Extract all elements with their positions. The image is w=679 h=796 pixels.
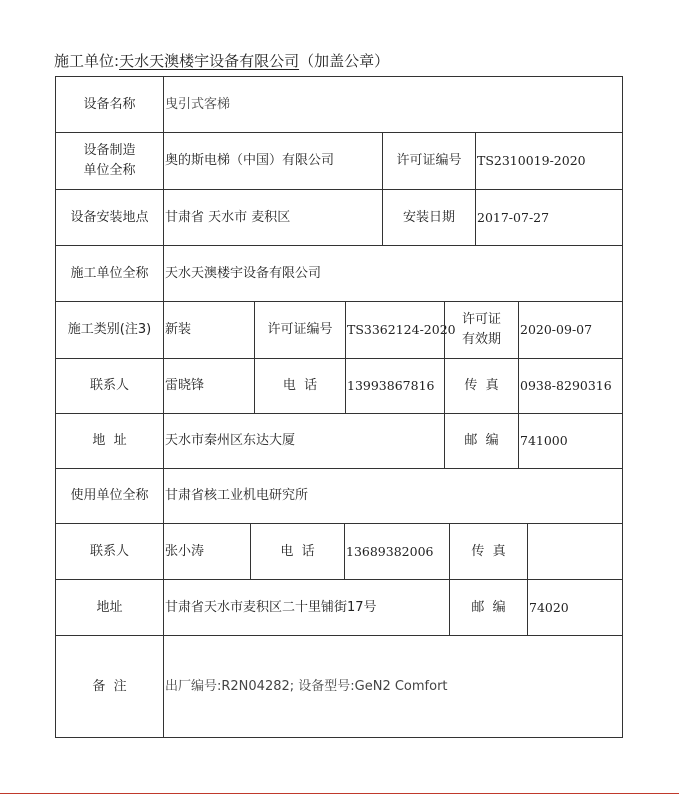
user-unit-phone-label: 电 话 [250,523,344,579]
contractor-fax-label: 传 真 [444,358,518,413]
contractor-fax-value: 0938-8290316 [518,358,623,413]
contractor-license-value: TS3362124-2020 [345,301,444,358]
table-bottom-border [55,737,623,738]
manufacturer-label-line1: 设备制造 [83,143,136,158]
contractor-postcode-label: 邮 编 [444,413,518,468]
user-unit-address-label: 地址 [55,579,163,635]
user-unit-name-label: 使用单位全称 [55,468,163,523]
user-unit-fax-value [527,523,623,579]
contractor-name-label: 施工单位全称 [55,245,163,301]
manufacturer-label-line2: 单位全称 [83,163,136,178]
installation-date-value: 2017-07-27 [475,189,623,245]
user-unit-fax-label: 传 真 [449,523,527,579]
contractor-phone-label: 电 话 [254,358,345,413]
contractor-type-label: 施工类别(注3) [55,301,163,358]
manufacturer-value: 奥的斯电梯（中国）有限公司 [163,132,382,189]
contractor-contact-value: 雷晓锋 [163,358,254,413]
user-unit-contact-value: 张小涛 [163,523,250,579]
remarks-value: 出厂编号:R2N04282; 设备型号:GeN2 Comfort [163,635,623,738]
contractor-address-label: 地 址 [55,413,163,468]
manufacturer-license-label: 许可证编号 [382,132,475,189]
contractor-validity-label [444,301,518,358]
contractor-license-label: 许可证编号 [254,301,345,358]
installation-location-value: 甘肃省 天水市 麦积区 [163,189,382,245]
contractor-heading-label: 施工单位: [54,52,120,70]
user-unit-name-value: 甘肃省核工业机电研究所 [163,468,623,523]
contractor-heading-company: 天水天澳楼宇设备有限公司 [119,52,300,70]
user-unit-postcode-value: 74020 [527,579,623,635]
user-unit-contact-label: 联系人 [55,523,163,579]
user-unit-phone-value: 13689382006 [344,523,449,579]
installation-location-label: 设备安装地点 [55,189,163,245]
contractor-name-value: 天水天澳楼宇设备有限公司 [163,245,623,301]
equipment-name-label: 设备名称 [55,76,163,132]
manufacturer-license-value: TS2310019-2020 [475,132,623,189]
contractor-validity-label-line1: 许可证 [461,312,501,327]
contractor-type-value: 新装 [163,301,254,358]
contractor-postcode-value: 741000 [518,413,623,468]
footer-rule [0,793,679,794]
contractor-contact-label: 联系人 [55,358,163,413]
contractor-address-value: 天水市秦州区东达大厦 [163,413,444,468]
equipment-name-value: 曳引式客梯 [163,76,623,132]
table-right-border [622,76,623,738]
contractor-validity-label-line2: 有效期 [461,332,501,347]
form-heading [54,51,389,71]
contractor-heading-note: （加盖公章） [299,52,390,70]
manufacturer-label [55,132,163,189]
user-unit-postcode-label: 邮 编 [449,579,527,635]
contractor-phone-value: 13993867816 [345,358,444,413]
remarks-label: 备 注 [55,635,163,738]
contractor-validity-value: 2020-09-07 [518,301,623,358]
installation-date-label: 安装日期 [382,189,475,245]
user-unit-address-value: 甘肃省天水市麦积区二十里铺街17号 [163,579,449,635]
